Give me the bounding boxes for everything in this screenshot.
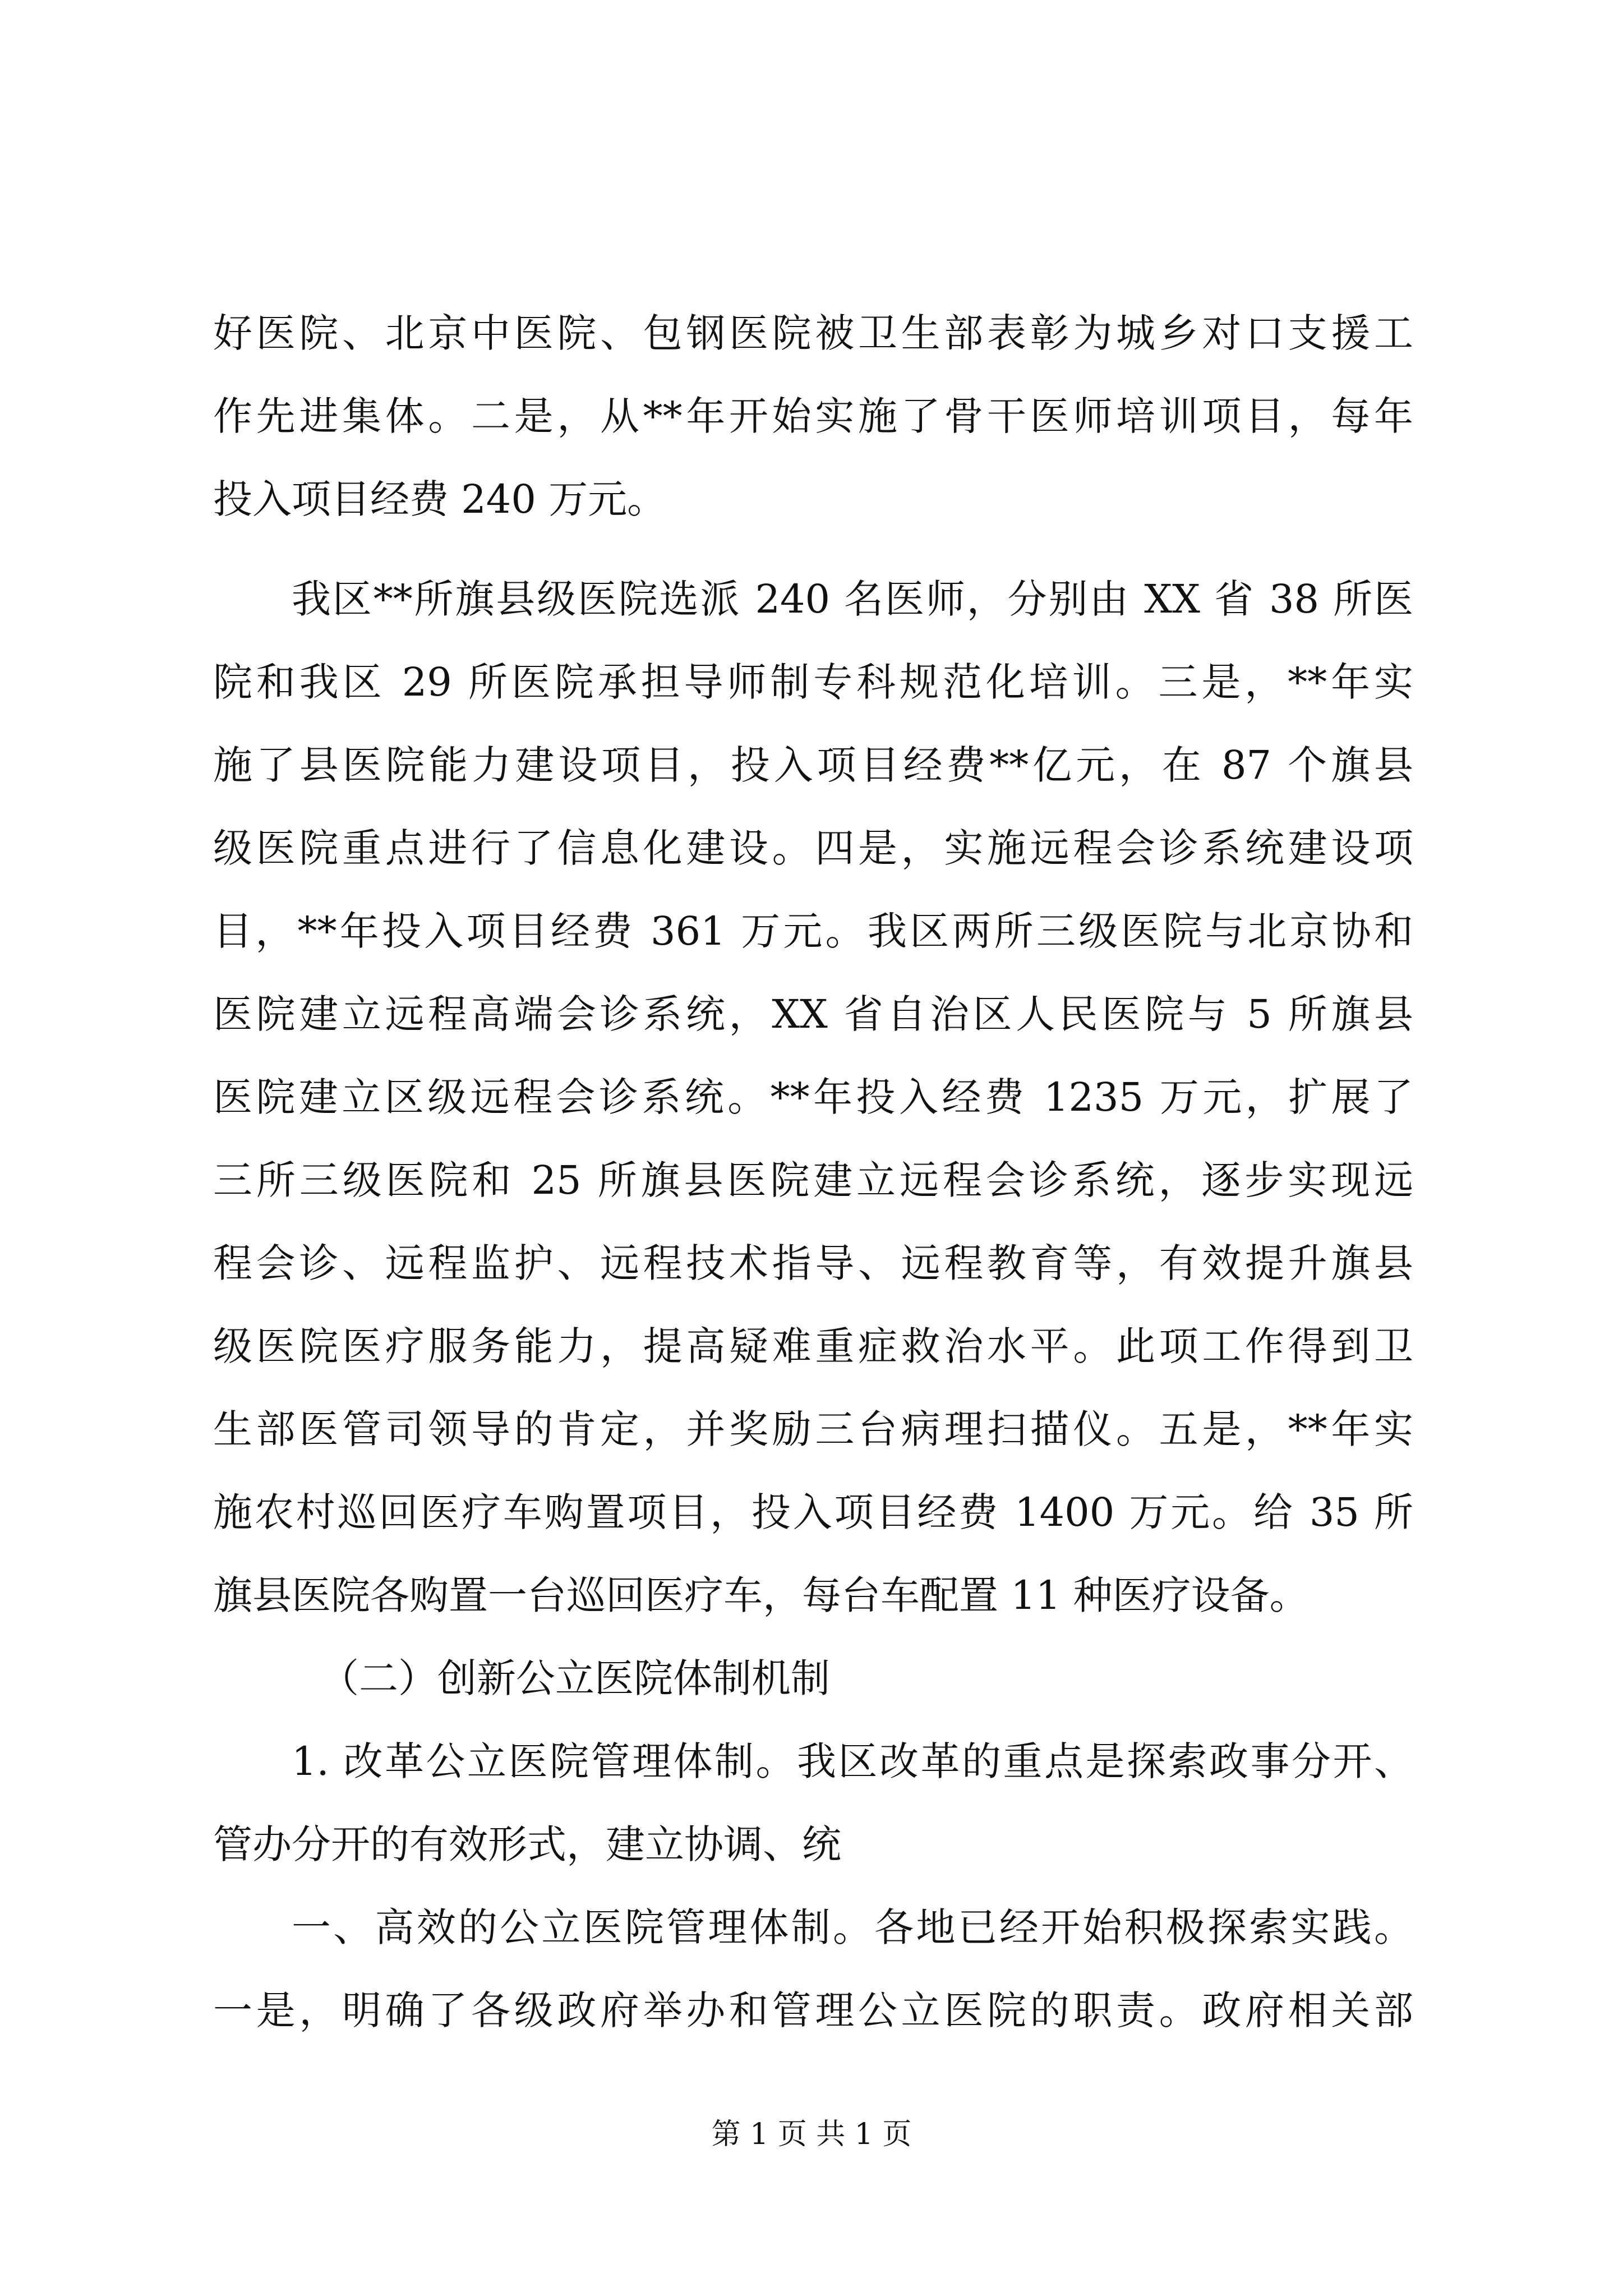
text-line: 三所三级医院和 25 所旗县医院建立远程会诊系统，逐步实现远 — [213, 1157, 1413, 1203]
document-body — [213, 292, 1413, 2052]
text-line: 医院建立区级远程会诊系统。**年投入经费 1235 万元，扩展了 — [213, 1074, 1413, 1120]
text-line: 施农村巡回医疗车购置项目，投入项目经费 1400 万元。给 35 所 — [213, 1489, 1413, 1535]
text-line: 一、高效的公立医院管理体制。各地已经开始积极探索实践。 — [292, 1904, 1413, 1950]
text-line: 院和我区 29 所医院承担导师制专科规范化培训。三是，**年实 — [213, 659, 1413, 705]
text-line: 投入项目经费 240 万元。 — [213, 476, 667, 522]
text-line: 级医院医疗服务能力，提高疑难重症救治水平。此项工作得到卫 — [213, 1323, 1413, 1369]
page-footer: 第 1 页 共 1 页 — [711, 2118, 912, 2151]
text-line: 管办分开的有效形式，建立协调、统 — [213, 1821, 841, 1867]
text-line: 1. 改革公立医院管理体制。我区改革的重点是探索政事分开、 — [292, 1738, 1413, 1784]
text-line: 级医院重点进行了信息化建设。四是，实施远程会诊系统建设项 — [213, 825, 1413, 871]
text-line: 一是，明确了各级政府举办和管理公立医院的职责。政府相关部 — [213, 1987, 1413, 2033]
text-line: 目，**年投入项目经费 361 万元。我区两所三级医院与北京协和 — [213, 908, 1413, 954]
text-line: 旗县医院各购置一台巡回医疗车，每台车配置 11 种医疗设备。 — [213, 1572, 1309, 1618]
text-line: 生部医管司领导的肯定，并奖励三台病理扫描仪。五是，**年实 — [213, 1406, 1413, 1452]
text-line: 医院建立远程高端会诊系统，XX 省自治区人民医院与 5 所旗县 — [213, 991, 1413, 1037]
text-line: 我区**所旗县级医院选派 240 名医师，分别由 XX 省 38 所医 — [292, 576, 1413, 622]
text-line: 程会诊、远程监护、远程技术指导、远程教育等，有效提升旗县 — [213, 1240, 1413, 1286]
text-line: 好医院、北京中医院、包钢医院被卫生部表彰为城乡对口支援工 — [213, 310, 1413, 356]
text-line: 作先进集体。二是，从**年开始实施了骨干医师培训项目，每年 — [213, 393, 1413, 439]
section-heading: （二）创新公立医院体制机制 — [320, 1655, 830, 1701]
text-line: 施了县医院能力建设项目，投入项目经费**亿元，在 87 个旗县 — [213, 742, 1413, 788]
